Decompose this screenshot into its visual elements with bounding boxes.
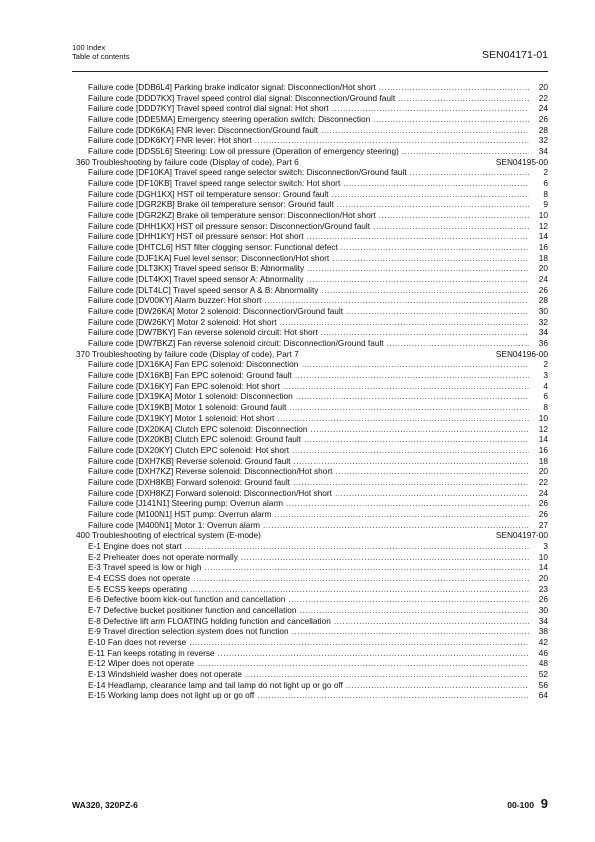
entry-title: E-7 Defective bucket positioner function and cancellation xyxy=(88,604,297,615)
section-doc-code: SEN04195-00 xyxy=(495,156,548,167)
entry-page-number: 10 xyxy=(538,412,548,423)
toc-entry xyxy=(72,637,548,648)
dot-leader xyxy=(321,125,529,136)
toc-entry xyxy=(72,648,548,659)
dot-leader xyxy=(373,221,529,232)
entry-title: Failure code [DLT3KX] Travel speed sensor B: Abnormality xyxy=(88,263,305,274)
entry-page-number: 56 xyxy=(538,679,548,690)
entry-title: E-8 Defective lift arm FLOATING holding function and cancellation xyxy=(88,615,331,626)
toc-entry xyxy=(72,584,548,595)
entry-page-number: 26 xyxy=(538,498,548,509)
entry-page-number: 16 xyxy=(538,242,548,253)
dot-leader xyxy=(277,413,529,424)
entry-title: E-13 Windshield washer does not operate xyxy=(88,668,243,679)
entry-title: E-10 Fan does not reverse xyxy=(88,636,187,647)
toc-entry xyxy=(72,146,548,157)
dot-leader xyxy=(283,381,529,392)
dot-leader xyxy=(321,285,529,296)
entry-page-number: 34 xyxy=(538,146,548,157)
toc-section-heading xyxy=(72,349,548,360)
dot-leader xyxy=(264,295,529,306)
entry-title: Failure code [DDB6L4] Parking brake indicator signal: Disconnection/Hot short xyxy=(88,82,376,92)
table-of-contents xyxy=(72,82,548,701)
dot-leader xyxy=(334,616,529,627)
dot-leader xyxy=(288,594,529,605)
entry-title: Failure code [DV00KY] Alarm buzzer: Hot short xyxy=(88,295,262,306)
entry-page-number: 18 xyxy=(538,252,548,263)
entry-title: Failure code [DGH1KX] HST oil temperature sensor: Ground fault xyxy=(88,188,329,199)
toc-entry xyxy=(72,135,548,146)
toc-entry xyxy=(72,669,548,680)
entry-title: Failure code [DW26KY] Motor 2 solenoid: Hot short xyxy=(88,316,277,327)
dot-leader xyxy=(274,509,529,520)
dot-leader xyxy=(295,370,529,381)
entry-title: Failure code [DW7BKZ] Fan reverse solenoid circuit: Disconnection/Ground fault xyxy=(88,338,384,349)
dot-leader xyxy=(321,327,529,338)
toc-entry xyxy=(72,434,548,445)
toc-entry xyxy=(72,327,548,338)
toc-entry xyxy=(72,541,548,552)
entry-title: Failure code [DX16KB] Fan EPC solenoid: Ground fault xyxy=(88,370,292,381)
toc-entry xyxy=(72,338,548,349)
toc-entry xyxy=(72,359,548,370)
header-section-title: 100 Index xyxy=(72,43,106,52)
dot-leader xyxy=(257,690,529,701)
entry-title: Failure code [DGR2KB] Brake oil temperature sensor: Ground fault xyxy=(88,199,334,210)
dot-leader xyxy=(293,456,529,467)
entry-page-number: 4 xyxy=(543,380,548,391)
entry-page-number: 10 xyxy=(538,210,548,221)
dot-leader xyxy=(280,317,529,328)
entry-page-number: 52 xyxy=(538,668,548,679)
dot-leader xyxy=(379,210,529,221)
entry-page-number: 8 xyxy=(543,188,548,199)
toc-entry xyxy=(72,317,548,328)
dot-leader xyxy=(307,274,529,285)
entry-title: Failure code [DX16KA] Fan EPC solenoid: Disconnection xyxy=(88,359,299,370)
entry-page-number: 24 xyxy=(538,103,548,114)
entry-title: Failure code [DX20KA] Clutch EPC solenoid: Disconnection xyxy=(88,423,308,434)
toc-entry xyxy=(72,477,548,488)
toc-entry xyxy=(72,520,548,531)
entry-title: E-1 Engine does not start xyxy=(88,540,182,551)
toc-entry xyxy=(72,626,548,637)
entry-page-number: 64 xyxy=(538,690,548,701)
dot-leader xyxy=(296,391,529,402)
entry-page-number: 2 xyxy=(543,359,548,370)
entry-page-number: 3 xyxy=(543,540,548,551)
toc-entry xyxy=(72,189,548,200)
entry-title: Failure code [DXH7KB] Reverse solenoid: Ground fault xyxy=(88,455,291,466)
toc-entry xyxy=(72,680,548,691)
dot-leader xyxy=(335,466,529,477)
entry-page-number: 20 xyxy=(538,572,548,583)
dot-leader xyxy=(343,178,529,189)
dot-leader xyxy=(301,359,529,370)
entry-title: Failure code [DHH1KX] HST oil pressure sensor: Disconnection/Ground fault xyxy=(88,220,371,231)
section-title: 400 Troubleshooting of electrical system (E-mode) xyxy=(76,530,261,541)
toc-entry xyxy=(72,488,548,499)
entry-page-number: 6 xyxy=(543,391,548,402)
entry-title: Failure code [DDD7KY] Travel speed control dial signal: Hot short xyxy=(88,103,329,114)
footer-page-number: 9 xyxy=(540,796,548,811)
entry-title: Failure code [DLT4LC] Travel speed sensor A & B: Abnormality xyxy=(88,284,319,295)
section-doc-code: SEN04197-00 xyxy=(495,530,548,541)
toc-entry xyxy=(72,381,548,392)
entry-page-number: 32 xyxy=(538,135,548,146)
entry-title: E-2 Preheater does not operate normally xyxy=(88,551,238,562)
toc-entry xyxy=(72,466,548,477)
toc-entry xyxy=(72,295,548,306)
entry-title: Failure code [DW7BKY] Fan reverse solenoid circuit: Hot short xyxy=(88,327,318,338)
toc-entry xyxy=(72,167,548,178)
dot-leader xyxy=(292,445,529,456)
header-doc-code: SEN04171-01 xyxy=(482,49,548,61)
dot-leader xyxy=(190,584,529,595)
dot-leader xyxy=(197,658,529,669)
entry-page-number: 12 xyxy=(538,220,548,231)
entry-title: E-14 Headlamp, clearance lamp and tail lamp do not light up or go off xyxy=(88,679,343,690)
entry-title: Failure code [DGR2KZ] Brake oil temperature sensor: Disconnection/Hot short xyxy=(88,210,376,221)
toc-entry xyxy=(72,199,548,210)
entry-page-number: 12 xyxy=(538,423,548,434)
entry-page-number: 20 xyxy=(538,466,548,477)
toc-entry xyxy=(72,573,548,584)
entry-page-number: 22 xyxy=(538,92,548,103)
dot-leader xyxy=(346,680,529,691)
entry-page-number: 20 xyxy=(538,263,548,274)
entry-title: E-12 Wiper does not operate xyxy=(88,658,195,669)
toc-entry xyxy=(72,424,548,435)
entry-page-number: 34 xyxy=(538,615,548,626)
toc-entry xyxy=(72,93,548,104)
entry-page-number: 20 xyxy=(538,82,548,92)
entry-page-number: 2 xyxy=(543,167,548,178)
toc-entry xyxy=(72,509,548,520)
toc-entry xyxy=(72,125,548,136)
toc-entry xyxy=(72,456,548,467)
entry-page-number: 14 xyxy=(538,434,548,445)
dot-leader xyxy=(373,114,529,125)
entry-page-number: 48 xyxy=(538,658,548,669)
entry-page-number: 28 xyxy=(538,295,548,306)
dot-leader xyxy=(346,306,529,317)
toc-entry xyxy=(72,253,548,264)
dot-leader xyxy=(299,605,529,616)
footer-model: WA320, 320PZ-6 xyxy=(72,800,138,810)
page-footer xyxy=(72,796,548,816)
entry-page-number: 6 xyxy=(543,178,548,189)
toc-section-heading xyxy=(72,530,548,541)
entry-page-number: 18 xyxy=(538,455,548,466)
entry-title: E-6 Defective boom kick-out function and cancellation xyxy=(88,594,286,605)
entry-title: Failure code [M400N1] Motor 1: Overrun alarm xyxy=(88,519,260,530)
toc-entry xyxy=(72,594,548,605)
entry-page-number: 30 xyxy=(538,306,548,317)
toc-entry xyxy=(72,306,548,317)
toc-entry xyxy=(72,616,548,627)
entry-title: Failure code [DXH8KB] Forward solenoid: Ground fault xyxy=(88,476,290,487)
dot-leader xyxy=(204,562,529,573)
toc-entry xyxy=(72,210,548,221)
entry-page-number: 36 xyxy=(538,338,548,349)
entry-title: Failure code [DDD7KX] Travel speed control dial signal: Disconnection/Ground fault xyxy=(88,92,396,103)
entry-page-number: 26 xyxy=(538,284,548,295)
entry-title: Failure code [DDS5L6] Steering: Low oil pressure (Operation of emergency steering) xyxy=(88,146,399,157)
entry-page-number: 8 xyxy=(543,402,548,413)
entry-page-number: 24 xyxy=(538,274,548,285)
dot-leader xyxy=(286,498,529,509)
dot-leader xyxy=(332,103,529,114)
entry-title: Failure code [DJF1KA] Fuel level sensor: Disconnection/Hot short xyxy=(88,252,330,263)
entry-title: Failure code [J141N1] Steering pump: Overrun alarm xyxy=(88,498,284,509)
toc-entry xyxy=(72,690,548,701)
dot-leader xyxy=(307,263,529,274)
dot-leader xyxy=(189,637,529,648)
dot-leader xyxy=(332,189,529,200)
section-doc-code: SEN04196-00 xyxy=(495,348,548,359)
dot-leader xyxy=(337,199,529,210)
dot-leader xyxy=(292,626,529,637)
header-subtitle: Table of contents xyxy=(72,52,130,61)
toc-entry xyxy=(72,285,548,296)
entry-page-number: 32 xyxy=(538,316,548,327)
entry-title: E-5 ECSS keeps operating xyxy=(88,583,188,594)
dot-leader xyxy=(341,242,529,253)
header-rule xyxy=(72,71,548,72)
toc-entry xyxy=(72,103,548,114)
toc-entry xyxy=(72,114,548,125)
entry-title: E-4 ECSS does not operate xyxy=(88,572,191,583)
section-title: 370 Troubleshooting by failure code (Display of code), Part 7 xyxy=(76,348,299,359)
dot-leader xyxy=(293,477,529,488)
entry-page-number: 3 xyxy=(543,370,548,381)
entry-page-number: 9 xyxy=(543,199,548,210)
entry-page-number: 10 xyxy=(538,551,548,562)
toc-entry xyxy=(72,231,548,242)
entry-title: Failure code [DX20KB] Clutch EPC solenoid: Ground fault xyxy=(88,434,302,445)
entry-title: Failure code [DXH7KZ] Reverse solenoid: Disconnection/Hot short xyxy=(88,466,333,477)
toc-entry xyxy=(72,658,548,669)
entry-title: Failure code [M100N1] HST pump: Overrun alarm xyxy=(88,508,272,519)
entry-title: Failure code [DDK6KA] FNR lever: Disconnection/Ground fault xyxy=(88,124,319,135)
toc-entry xyxy=(72,445,548,456)
entry-page-number: 42 xyxy=(538,636,548,647)
dot-leader xyxy=(193,573,529,584)
dot-leader xyxy=(263,520,529,531)
toc-entry xyxy=(72,178,548,189)
dot-leader xyxy=(289,402,529,413)
toc-entry xyxy=(72,242,548,253)
entry-title: Failure code [DX20KY] Clutch EPC solenoid: Hot short xyxy=(88,444,290,455)
entry-title: E-3 Travel speed is low or high xyxy=(88,562,202,573)
toc-entry xyxy=(72,413,548,424)
dot-leader xyxy=(241,552,529,563)
entry-page-number: 22 xyxy=(538,476,548,487)
dot-leader xyxy=(245,669,529,680)
entry-title: Failure code [DDE5MA] Emergency steering operation switch: Disconnection xyxy=(88,114,371,125)
entry-page-number: 46 xyxy=(538,647,548,658)
dot-leader xyxy=(255,135,529,146)
entry-page-number: 26 xyxy=(538,594,548,605)
dot-leader xyxy=(307,231,529,242)
entry-title: Failure code [DX19KB] Motor 1 solenoid: Ground fault xyxy=(88,402,287,413)
entry-page-number: 26 xyxy=(538,508,548,519)
entry-title: Failure code [DHH1KY] HST oil pressure sensor: Hot short xyxy=(88,231,304,242)
toc-entry xyxy=(72,82,548,93)
entry-page-number: 30 xyxy=(538,604,548,615)
entry-page-number: 34 xyxy=(538,327,548,338)
dot-leader xyxy=(218,648,529,659)
entry-title: Failure code [DDK6KY] FNR lever: Hot short xyxy=(88,135,252,146)
toc-entry xyxy=(72,391,548,402)
toc-entry xyxy=(72,221,548,232)
section-title: 360 Troubleshooting by failure code (Display of code), Part 6 xyxy=(76,156,299,167)
entry-title: Failure code [DHTCL6] HST filter clogging sensor: Functional defect xyxy=(88,242,338,253)
entry-page-number: 16 xyxy=(538,444,548,455)
entry-page-number: 24 xyxy=(538,487,548,498)
dot-leader xyxy=(185,541,529,552)
entry-title: Failure code [DXH8KZ] Forward solenoid: Disconnection/Hot short xyxy=(88,487,332,498)
entry-title: E-9 Travel direction selection system does not function xyxy=(88,626,289,637)
entry-page-number: 28 xyxy=(538,124,548,135)
dot-leader xyxy=(379,82,529,93)
dot-leader xyxy=(402,146,529,157)
dot-leader xyxy=(410,167,529,178)
entry-title: Failure code [DF10KA] Travel speed range selector switch: Disconnection/Ground fault xyxy=(88,167,407,178)
toc-entry xyxy=(72,552,548,563)
entry-page-number: 23 xyxy=(538,583,548,594)
entry-title: E-15 Working lamp does not light up or go off xyxy=(88,690,255,701)
dot-leader xyxy=(335,488,529,499)
toc-entry xyxy=(72,498,548,509)
entry-title: E-11 Fan keeps rotating in reverse xyxy=(88,647,215,658)
dot-leader xyxy=(387,338,529,349)
entry-title: Failure code [DW26KA] Motor 2 solenoid: Disconnection/Ground fault xyxy=(88,306,344,317)
toc-section-heading xyxy=(72,157,548,168)
entry-page-number: 14 xyxy=(538,231,548,242)
entry-title: Failure code [DX19KY] Motor 1 solenoid: Hot short xyxy=(88,412,275,423)
toc-entry xyxy=(72,562,548,573)
dot-leader xyxy=(311,424,529,435)
entry-title: Failure code [DX16KY] Fan EPC solenoid: Hot short xyxy=(88,380,280,391)
toc-entry xyxy=(72,402,548,413)
entry-page-number: 27 xyxy=(538,519,548,530)
dot-leader xyxy=(304,434,529,445)
page-header xyxy=(72,43,548,69)
toc-entry xyxy=(72,263,548,274)
entry-page-number: 26 xyxy=(538,114,548,125)
entry-title: Failure code [DF10KB] Travel speed range selector switch: Hot short xyxy=(88,178,341,189)
toc-entry xyxy=(72,274,548,285)
toc-entry xyxy=(72,370,548,381)
entry-title: Failure code [DLT4KX] Travel speed sensor A: Abnormality xyxy=(88,274,304,285)
dot-leader xyxy=(398,93,529,104)
entry-title: Failure code [DX19KA] Motor 1 solenoid: Disconnection xyxy=(88,391,293,402)
footer-section-code: 00-100 xyxy=(507,800,534,810)
entry-page-number: 14 xyxy=(538,562,548,573)
dot-leader xyxy=(332,253,529,264)
entry-page-number: 38 xyxy=(538,626,548,637)
toc-entry xyxy=(72,605,548,616)
